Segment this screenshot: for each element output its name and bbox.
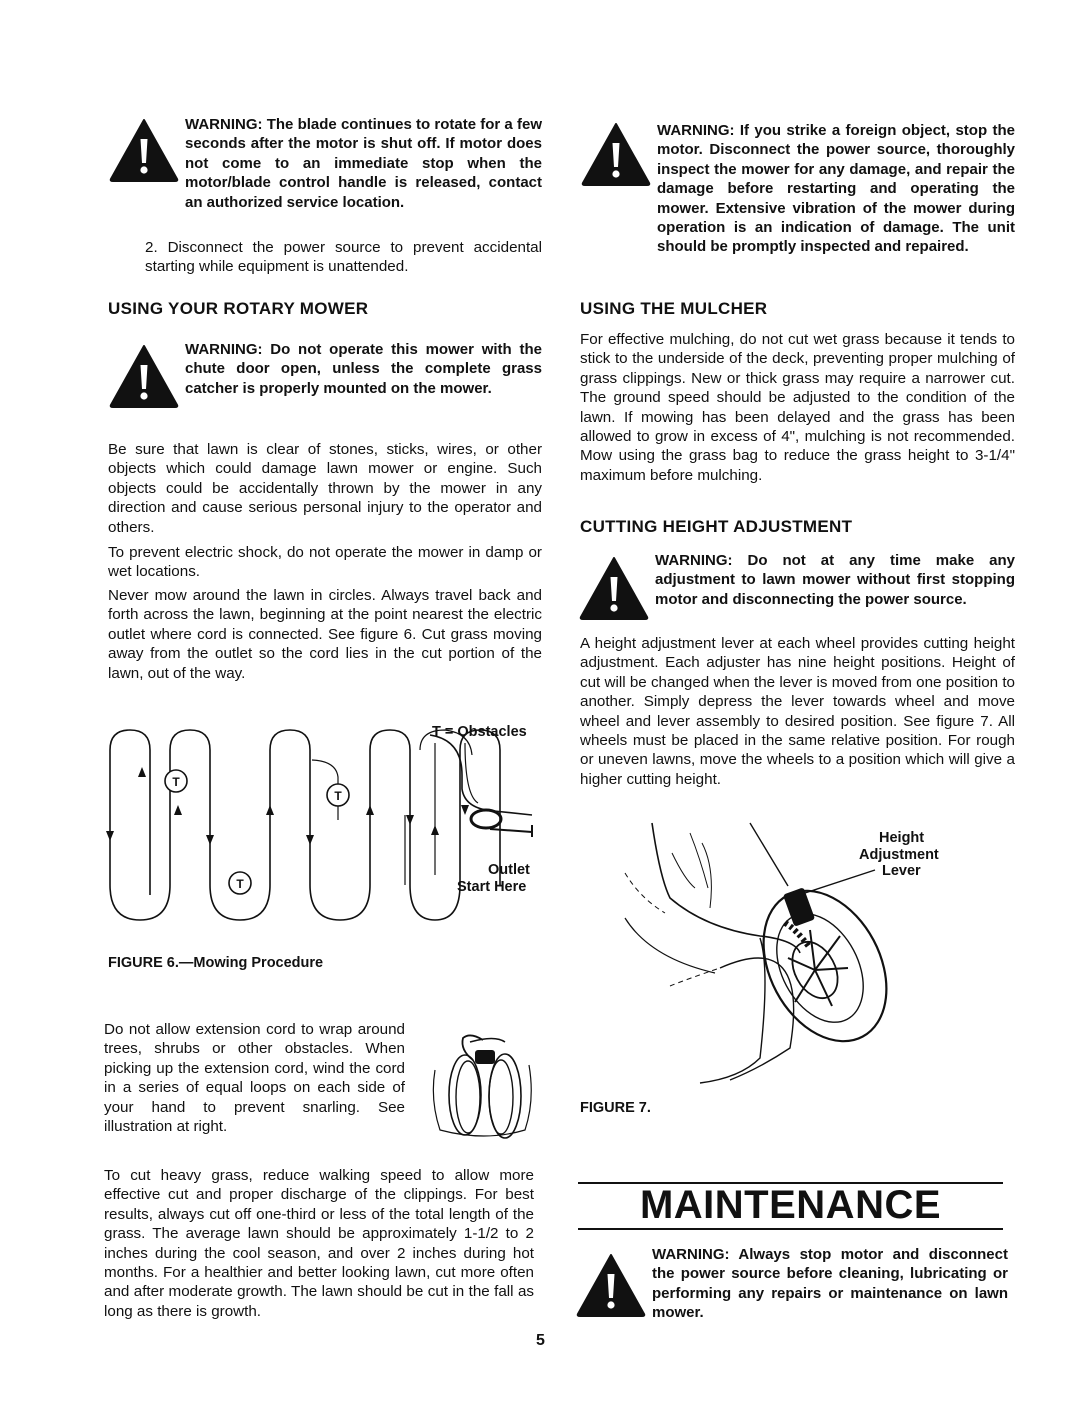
figure-6-start-label: Start Here — [457, 879, 527, 895]
direction-arrow-up — [366, 805, 374, 815]
direction-arrow-down — [106, 831, 114, 841]
cord-loops-illustration — [425, 1030, 540, 1142]
warning-triangle-icon — [578, 555, 650, 621]
direction-arrow-up — [138, 767, 146, 777]
heading-using-mulcher: USING THE MULCHER — [580, 299, 768, 318]
warning-triangle-icon — [575, 1252, 647, 1318]
heading-cutting-height-adjustment: CUTTING HEIGHT ADJUSTMENT — [580, 517, 853, 536]
warning-blade-rotation: WARNING: The blade continues to rotate for a few seconds after the motor is shut off. If motor does not come to an immediate stop when the motor/blade control handle is released, contact an authorized service location. — [185, 116, 542, 211]
obstacle-marker-label: T — [236, 877, 244, 891]
direction-arrow-down — [406, 815, 414, 825]
direction-arrow-up — [174, 805, 182, 815]
paragraph-lawn-clear: Be sure that lawn is clear of stones, sticks, wires, or other objects which could damage lawn mower or engine. Such objects could be accidentally thrown by the mower in any direction and cause serious personal injury to the operator and others. — [108, 441, 542, 536]
figure-7-label-lever: Lever — [882, 863, 921, 879]
page-number: 5 — [536, 1332, 545, 1349]
figure-6-legend: T = Obstacles — [432, 724, 527, 740]
divider-bottom — [578, 1228, 1003, 1230]
direction-arrow-down — [306, 835, 314, 845]
figure-7-label-adjustment: Adjustment — [859, 847, 939, 863]
mowing-path — [110, 730, 500, 920]
paragraph-extension-cord: Do not allow extension cord to wrap around trees, shrubs or other obstacles. When picking up the extension cord, wind the cord in a series of equal loops on each side of your hand to prevent snarling. See illustration at right. — [104, 1021, 405, 1136]
heading-using-rotary-mower: USING YOUR ROTARY MOWER — [108, 299, 369, 318]
direction-arrow-down — [461, 805, 469, 815]
warning-triangle-icon — [108, 343, 180, 409]
paragraph-mulching: For effective mulching, do not cut wet grass because it tends to stick to the underside of the deck, preventing proper mulching of grass clippings. New or thick grass may require a narrower cut. The ground speed should be adjusted to the condition of the lawn. If mowing has been delayed and the grass has been allowed to grow in excess of 4", mulching is not recommended. Mow using the grass bag to reduce the grass height to 3-1/4" maximum before mulching. — [580, 331, 1015, 484]
warning-foreign-object: WARNING: If you strike a foreign object, stop the motor. Disconnect the power source, thoroughly inspect the mower for any damage, and repair the damage before restarting and operating the mower. Extensive vibration of the mower during operation is an indication of damage. The unit should be promptly inspected and repaired. — [657, 122, 1015, 256]
mowing-procedure-figure — [100, 715, 550, 950]
paragraph-heavy-grass: To cut heavy grass, reduce walking speed to allow more effective cut and proper discharge of the clippings. For best results, always cut off one-third or less of the total length of the grass. The average lawn should be approximately 1-1/2 to 2 inches during the cool season, and over 2 inches during hot months. For a healthier and better looking lawn, cut more often and after moderate growth. The lawn should be cut in the fall as long as there is growth. — [104, 1167, 534, 1320]
warning-height-adjustment: WARNING: Do not at any time make any adjustment to lawn mower without first stopping motor and disconnecting the power source. — [655, 552, 1015, 608]
warning-triangle-icon — [580, 121, 652, 187]
paragraph-mowing-pattern: Never mow around the lawn in circles. Always travel back and forth across the lawn, beginning at the point nearest the electric outlet where cord is connected. See figure 6. Cut grass moving away from the outlet so the cord lies in the cut portion of the lawn, out of the way. — [108, 587, 542, 682]
warning-triangle-icon — [108, 117, 180, 183]
paragraph-height-lever: A height adjustment lever at each wheel provides cutting height adjustment. Each adjuster has nine height positions. Height of cut will be changed when the lever is moved from one position to another. Simply depress the lever towards wheel and move wheel and lever assembly to desired position. See figure 7. All wheels must be placed in the same relative position. For rough or uneven lawns, move the wheels to a position which will give a higher cutting height. — [580, 635, 1015, 788]
figure-7-caption: FIGURE 7. — [580, 1100, 651, 1116]
outlet-cord-loop — [471, 810, 501, 828]
direction-arrow-up — [431, 825, 439, 835]
figure-6-caption: FIGURE 6.—Mowing Procedure — [108, 955, 324, 971]
figure-6-outlet-label: Outlet — [488, 862, 530, 878]
step-2-disconnect: 2. Disconnect the power source to prevent accidental starting while equipment is unattended. — [145, 239, 542, 276]
warning-maintenance: WARNING: Always stop motor and disconnect the power source before cleaning, lubricating or performing any repairs or maintenance on lawn mower. — [652, 1246, 1008, 1322]
paragraph-electric-shock: To prevent electric shock, do not operate the mower in damp or wet locations. — [108, 544, 542, 581]
obstacle-marker-label: T — [334, 789, 342, 803]
warning-chute-door: WARNING: Do not operate this mower with the chute door open, unless the complete grass catcher is properly mounted on the mower. — [185, 341, 542, 397]
figure-7-label-height: Height — [879, 830, 925, 846]
obstacle-marker-label: T — [172, 775, 180, 789]
direction-arrow-down — [206, 835, 214, 845]
maintenance-title: MAINTENANCE — [639, 1183, 942, 1227]
direction-arrow-up — [266, 805, 274, 815]
